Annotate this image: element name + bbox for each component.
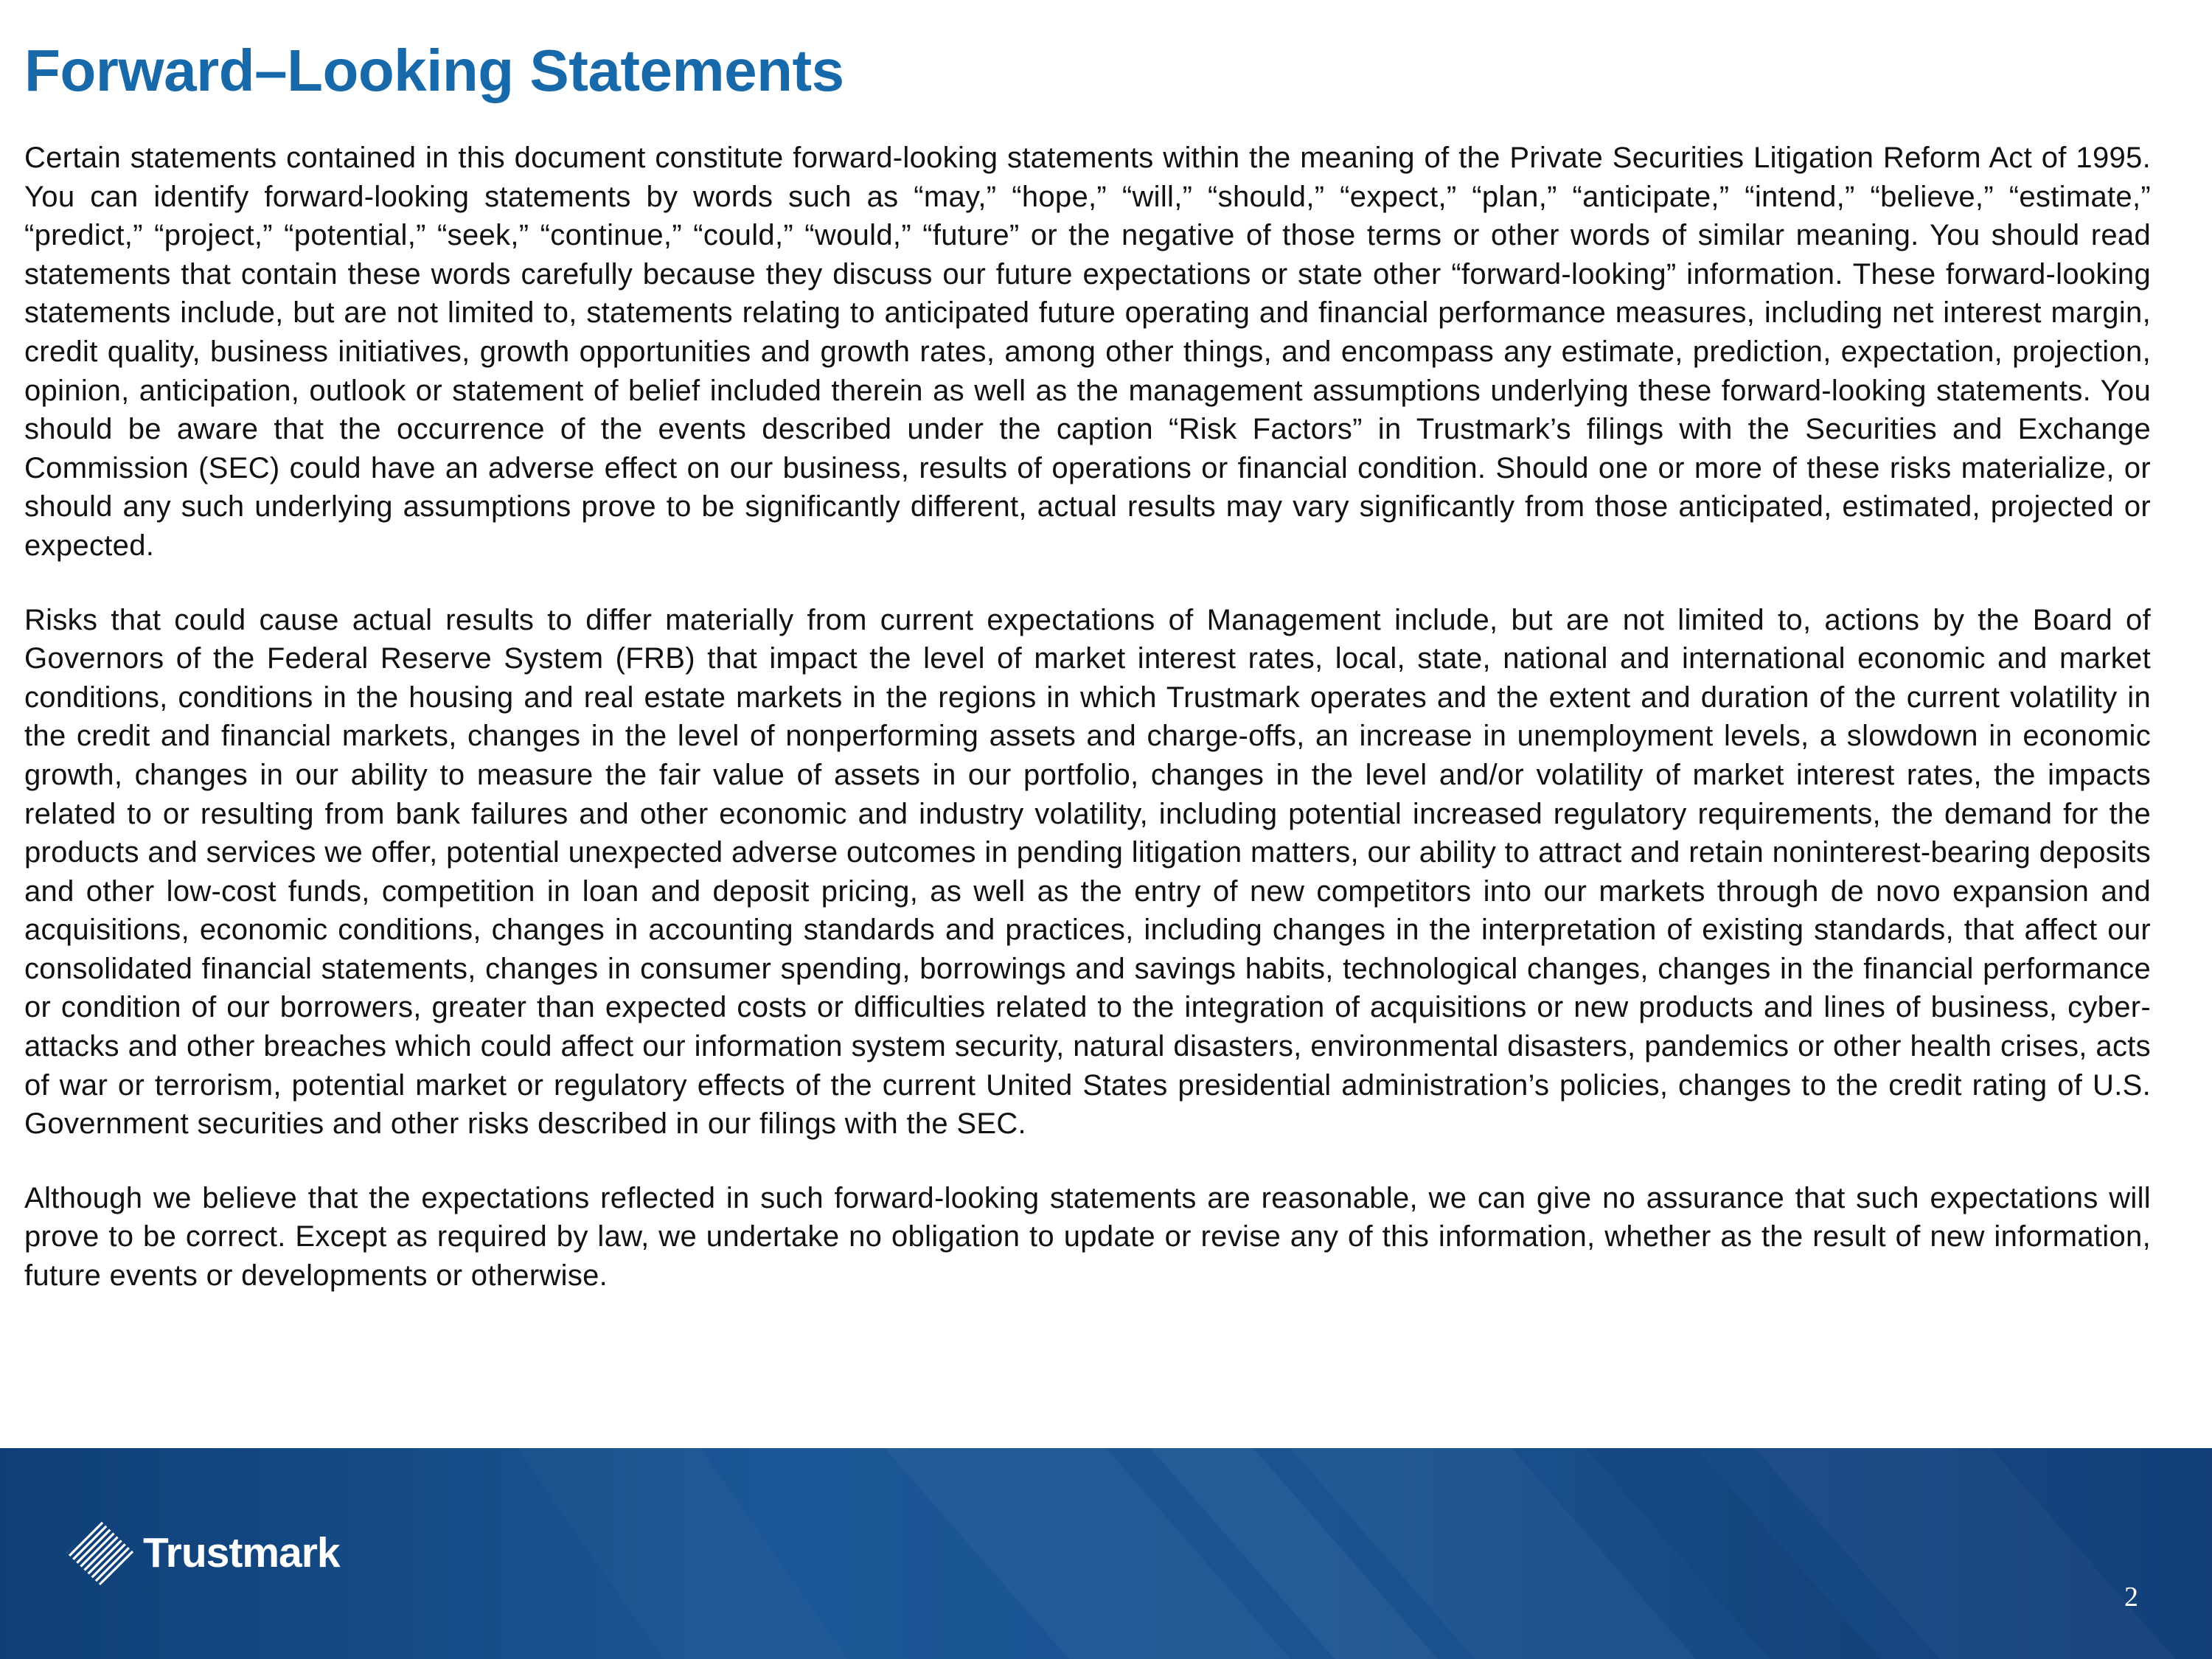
paragraph-risks: Risks that could cause actual results to differ materially from current expectations of Management include, but are not limited to, actions by the Board of Governors of the Federal Reserve System (FRB) that impact the level of market interest rates, local, state, national and international economic and market conditions, conditions in the housing and real estate markets in the regions in which Trustmark operates and the extent and duration of the current volatility in the credit and financial markets, changes in the level of nonperforming assets and charge-offs, an increase in unemployment levels, a slowdown in economic growth, changes in our ability to measure the fair value of assets in our portfolio, changes in the level and/or volatility of market interest rates, the impacts related to or resulting from bank failures and other economic and industry volatility, including potential increased regulatory requirements, the demand for the products and services we offer, potential unexpected adverse outcomes in pending litigation matters, our ability to attract and retain noninterest-bearing deposits and other low-cost funds, competition in loan and deposit pricing, as well as the entry of new competitors into our markets through de novo expansion and acquisitions, economic conditions, changes in accounting standards and practices, including changes in the interpretation of existing standards, that affect our consolidated financial statements, changes in consumer spending, borrowings and savings habits, technological changes, changes in the financial performance or condition of our borrowers, greater than expected costs or difficulties related to the integration of acquisitions or new products and lines of business, cyber-attacks and other breaches which could affect our information system security, natural disasters, environmental disasters, pandemics or other health crises, acts of war or terrorism, potential market or regulatory effects of the current United States presidential administration’s policies, changes to the credit rating of U.S. Government securities and other risks described in our filings with the SEC. bbox=[24, 603, 2151, 1141]
page-number: 2 bbox=[2124, 1582, 2138, 1613]
disclaimer-body bbox=[24, 139, 2151, 1331]
footer-banner bbox=[0, 1448, 2212, 1659]
trustmark-logo bbox=[63, 1517, 340, 1588]
paragraph-forward-looking: Certain statements contained in this document constitute forward-looking statements within the meaning of the Private Securities Litigation Reform Act of 1995. You can identify forward-looking statements by words such as “may,” “hope,” “will,” “should,” “expect,” “plan,” “anticipate,” “intend,” “believe,” “estimate,” “predict,” “project,” “potential,” “seek,” “continue,” “could,” “would,” “future” or the negative of those terms or other words of similar meaning. You should read statements that contain these words carefully because they discuss our future expectations or state other “forward-looking” information. These forward-looking statements include, but are not limited to, statements relating to anticipated future operating and financial performance measures, including net interest margin, credit quality, business initiatives, growth opportunities and growth rates, among other things, and encompass any estimate, prediction, expectation, projection, opinion, anticipation, outlook or statement of belief included therein as well as the management assumptions underlying these forward-looking statements. You should be aware that the occurrence of the events described under the caption “Risk Factors” in Trustmark’s filings with the Securities and Exchange Commission (SEC) could have an adverse effect on our business, results of operations or financial condition. Should one or more of these risks materialize, or should any such underlying assumptions prove to be significantly different, actual results may vary significantly from those anticipated, estimated, projected or expected. bbox=[24, 142, 2151, 562]
page-title: Forward–Looking Statements bbox=[24, 38, 844, 103]
paragraph-expectations: Although we believe that the expectations reflected in such forward-looking statements are reasonable, we can give no assurance that such expectations will prove to be correct. Except as required by law, we undertake no obligation to update or revise any of this information, whether as the result of new information, future events or developments or otherwise. bbox=[24, 1181, 2151, 1293]
logo-wordmark: Trustmark bbox=[143, 1529, 340, 1576]
trustmark-logo-icon bbox=[63, 1517, 137, 1588]
